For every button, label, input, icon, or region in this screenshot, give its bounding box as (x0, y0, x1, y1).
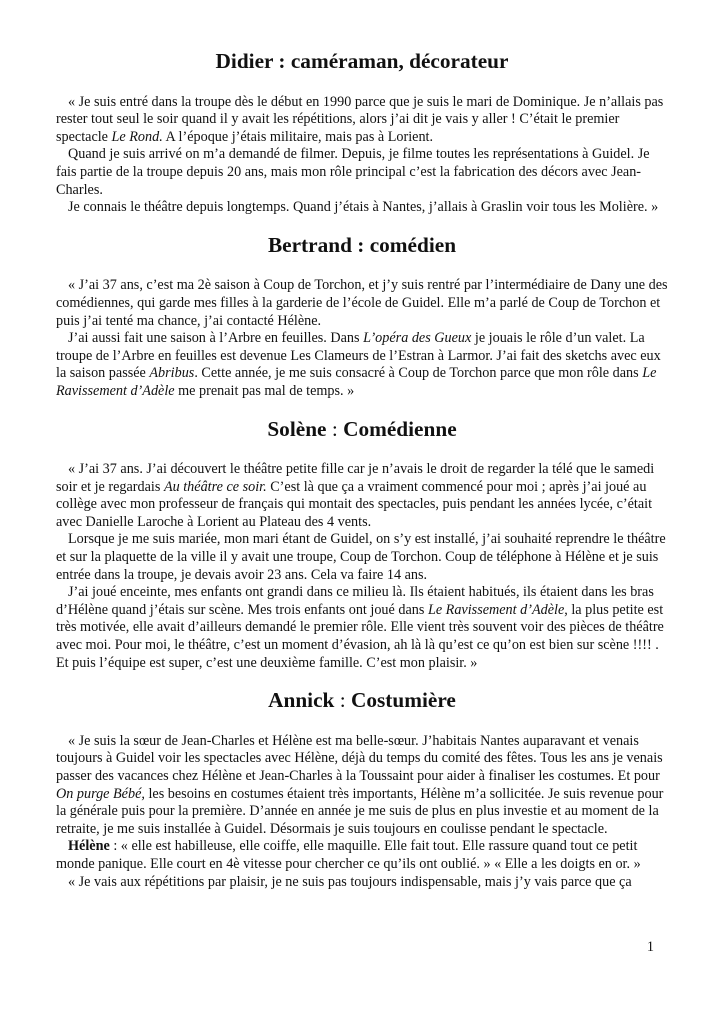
section-heading-solene (56, 416, 668, 441)
paragraph-text: « Je suis entré dans la troupe dès le début en 1990 parce que je suis le mari de Dominique. Je n’allais pas rester tout seul le soir quand il y avait les répétitions, alors j’ai dit je vais y aller ! C’était le premier spectacle (56, 93, 664, 145)
heading-separator: : (351, 232, 370, 257)
section-heading-bertrand (56, 232, 668, 257)
person-name: Didier (215, 49, 274, 73)
section-heading-didier (56, 49, 668, 73)
paragraph-text: A l’époque j’étais militaire, mais pas à Lorient. (162, 128, 434, 145)
person-role: caméraman, décorateur (290, 49, 509, 73)
person-role: Costumière (350, 688, 456, 713)
play-title: On purge Bébé, (56, 785, 145, 802)
paragraph (56, 94, 668, 147)
paragraph-text: C’est là que ça a vraiment commencé pour moi ; après j’ai joué au collège avec mon professeur de français qui montait des spectacles, puis pendant les années lycée, c’était avec Danielle Laroche à Lorient au Plateau des 4 vents. (56, 478, 653, 530)
paragraph (56, 733, 668, 839)
page-number: 1 (646, 939, 654, 955)
paragraph: Quand je suis arrivé on m’a demandé de filmer. Depuis, je filme toutes les représentations à Guidel. Je fais partie de la troupe depuis 20 ans, mais mon rôle principal c’est la fabrication des décors avec Jean-Charles. (56, 146, 650, 198)
paragraph: Je connais le théâtre depuis longtemps. Quand j’étais à Nantes, j’allais à Graslin voir tous les Molière. » (68, 199, 659, 216)
paragraph: Lorsque je me suis mariée, mon mari étant de Guidel, on s’y est installé, j’ai souhaité reprendre le théâtre et sur la plaquette de la ville il y avait une troupe, Coup de Torchon. Coup de téléphone à Hélène et je suis entrée dans la troupe, je devais avoir 23 ans. Cela va faire 14 ans. (56, 531, 666, 583)
document-body (56, 49, 668, 891)
paragraph-text: « J’ai 37 ans. J’ai découvert le théâtre petite fille car je n’avais le droit de regarder la télé que le samedi soir et je regardais (56, 461, 655, 495)
play-title: L’opéra des Gueux (363, 330, 472, 347)
paragraph (56, 461, 668, 531)
person-name: Solène (267, 416, 327, 441)
play-title: Le Ravissement d’Adèle (427, 601, 565, 618)
paragraph-text: J’ai aussi fait une saison à l’Arbre en feuilles. Dans (68, 330, 364, 347)
paragraph: « Je vais aux répétitions par plaisir, je ne suis pas toujours indispensable, mais j’y vais parce que ça (68, 873, 632, 890)
person-name: Annick (268, 688, 335, 713)
paragraph-text: , la plus petite est très motivée, elle avait d’ailleurs demandé le premier rôle. Elle vient très souvent voir des pièces de théâtre avec moi. Pour moi, le théâtre, c’est un moment d’évasion, ah là là qu’est ce qu’on est bien sur scène !!!! . Et puis l’équipe est super, c’est une deuxième famille. C’est mon plaisir. » (56, 601, 664, 671)
paragraph (56, 330, 668, 400)
quoted-speaker: Hélène (68, 838, 110, 855)
heading-separator: : (334, 688, 351, 713)
heading-separator: : (326, 416, 344, 441)
show-title: Au théâtre ce soir. (163, 478, 267, 495)
play-title: Le Ravissement d’Adèle (56, 365, 657, 399)
heading-separator: : (273, 49, 291, 73)
person-role: comédien (369, 232, 457, 257)
play-title: Abribus (149, 365, 195, 382)
play-title: Le Rond. (111, 128, 163, 145)
section-heading-annick (56, 688, 668, 713)
paragraph-text: . Cette année, je me suis consacré à Coup de Torchon parce que mon rôle dans (194, 365, 643, 382)
paragraph (56, 838, 668, 873)
paragraph-text: me prenait pas mal de temps. » (174, 382, 355, 399)
paragraph-text: les besoins en costumes étaient très importants, Hélène m’a sollicitée. Je suis revenue pour la générale puis pour la première. D’année en année je me suis de plus en plus investie et au moment de la retraite, je me suis installée à Guidel. Désormais je suis toujours en coulisse pendant le spectacle. (56, 785, 664, 837)
paragraph-text: J’ai joué enceinte, mes enfants ont grandi dans ce milieu là. Ils étaient habitués, ils étaient dans les bras d’Hélène quand j’étais sur scène. Mes trois enfants ont joué dans (56, 584, 654, 618)
paragraph-text: « Je suis la sœur de Jean-Charles et Hélène est ma belle-sœur. J’habitais Nantes auparavant et venais toujours à Guidel voir les spectacles avec Hélène, déjà du temps du comité des fêtes. Tous les ans je venais passer des vacances chez Hélène et Jean-Charles à la Toussaint pour aider à finaliser les costumes. Et pour (56, 732, 663, 784)
person-role: Comédienne (343, 416, 457, 441)
paragraph: « J’ai 37 ans, c’est ma 2è saison à Coup de Torchon, et j’y suis rentré par l’intermédiaire de Dany une des comédiennes, qui garde mes filles à la garderie de l’école de Guidel. Elle m’a parlé de Coup de Torchon et puis j’ai tenté ma chance, j’ai contacté Hélène. (56, 277, 668, 329)
paragraph-text: : « elle est habilleuse, elle coiffe, elle maquille. Elle fait tout. Elle rassure quand tout ce petit monde panique. Elle court en 4è vitesse pour chercher ce qu’ils ont oublié. » « Elle a les doigts en or. » (56, 838, 641, 872)
paragraph (56, 584, 668, 672)
person-name: Bertrand (267, 232, 352, 257)
paragraph-text: je jouais le rôle d’un valet. La troupe de l’Arbre en feuilles est devenue Les Clameurs de l’Estran à Larmor. J’ai fait des sketchs avec eux la saison passée (56, 330, 661, 382)
